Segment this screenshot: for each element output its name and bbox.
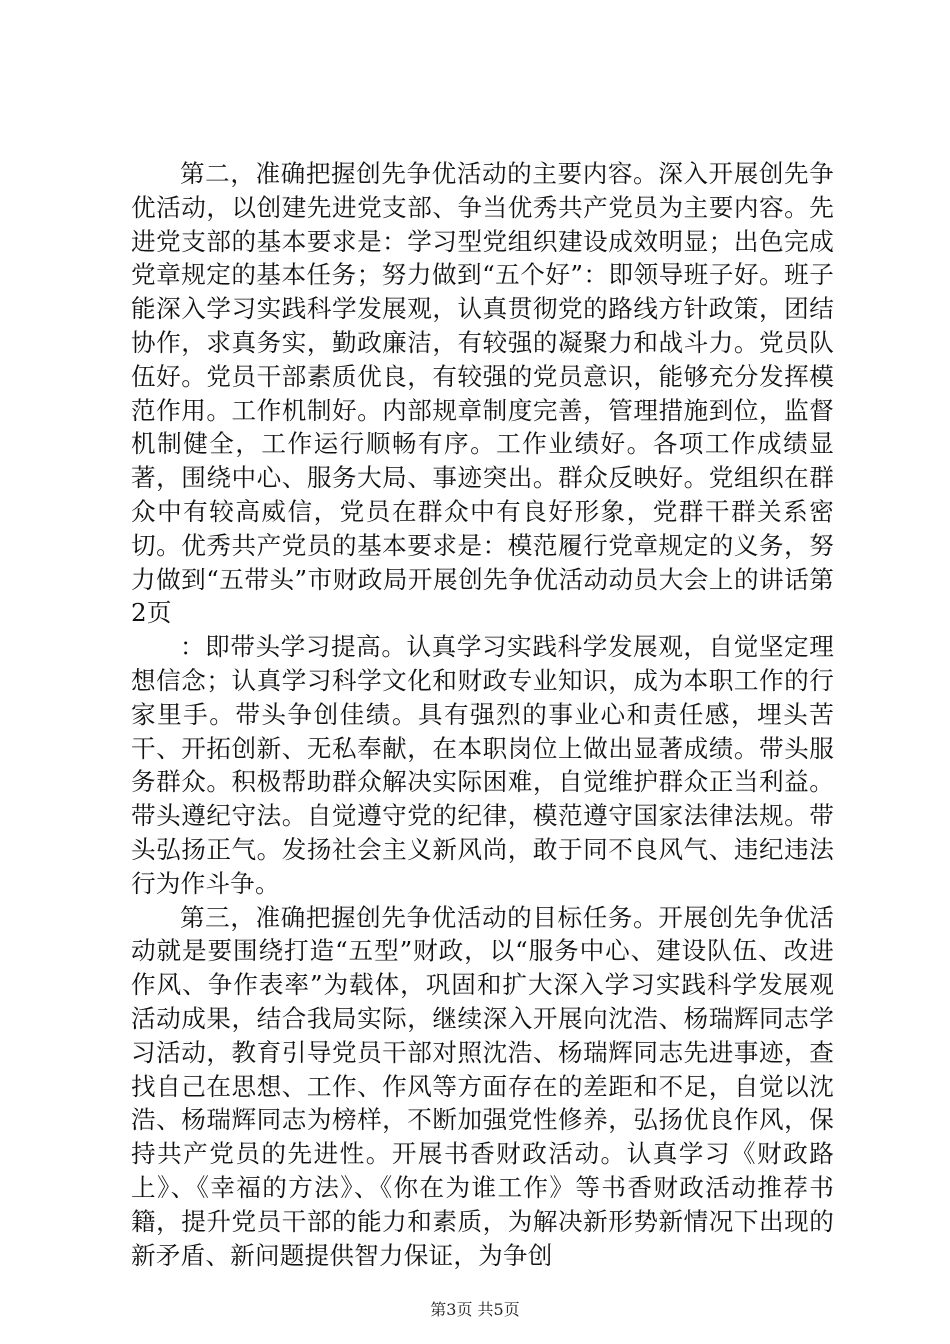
paragraph-2nd-point: 第二，准确把握创先争优活动的主要内容。深入开展创先争优活动，以创建先进党支部、争当优秀共产党员为主要内容。先进党支部的基本要求是：学习型党组织建设成效明显；出色完成党章规定的基本任务；努力做到“五个好”：即领导班子好。班子能深入学习实践科学发展观，认真贯彻党的路线方针政策，团结协作，求真务实，勤政廉洁，有较强的凝聚力和战斗力。党员队伍好。党员干部素质优良，有较强的党员意识，能够充分发挥模范作用。工作机制好。内部规章制度完善，管理措施到位，监督机制健全，工作运行顺畅有序。工作业绩好。各项工作成绩显著，围绕中心、服务大局、事迹突出。群众反映好。党组织在群众中有较高威信，党员在群众中有良好形象，党群干群关系密切。优秀共产党员的基本要求是：模范履行党章规定的义务，努力做到“五带头”市财政局开展创先争优活动动员大会上的讲话第2页 <box>131 159 834 628</box>
page-number-footer: 第3页 共5页 <box>430 1300 520 1319</box>
paragraph-continuation: ：即带头学习提高。认真学习实践科学发展观，自觉坚定理想信念；认真学习科学文化和财政专业知识，成为本职工作的行家里手。带头争创佳绩。具有强烈的事业心和责任感，埋头苦干、开拓创新、无私奉献，在本职岗位上做出显著成绩。带头服务群众。积极帮助群众解决实际困难，自觉维护群众正当利益。带头遵纪守法。自觉遵守党的纪律，模范遵守国家法律法规。带头弘扬正气。发扬社会主义新风尚，敢于同不良风气、违纪违法行为作斗争。 <box>131 632 834 898</box>
paragraph-3rd-point: 第三，准确把握创先争优活动的目标任务。开展创先争优活动就是要围绕打造“五型”财政，以“服务中心、建设队伍、改进作风、争作表率”为载体，巩固和扩大深入学习实践科学发展观活动成果，结合我局实际，继续深入开展向沈浩、杨瑞辉同志学习活动，教育引导党员干部对照沈浩、杨瑞辉同志先进事迹，查找自己在思想、工作、作风等方面存在的差距和不足，自觉以沈浩、杨瑞辉同志为榜样，不断加强党性修养，弘扬优良作风，保持共产党员的先进性。开展书香财政活动。认真学习《财政路上》、《幸福的方法》、《你在为谁工作》等书香财政活动推荐书籍，提升党员干部的能力和素质，为解决新形势新情况下出现的新矛盾、新问题提供智力保证，为争创 <box>131 902 834 1270</box>
document-body <box>131 157 834 1272</box>
